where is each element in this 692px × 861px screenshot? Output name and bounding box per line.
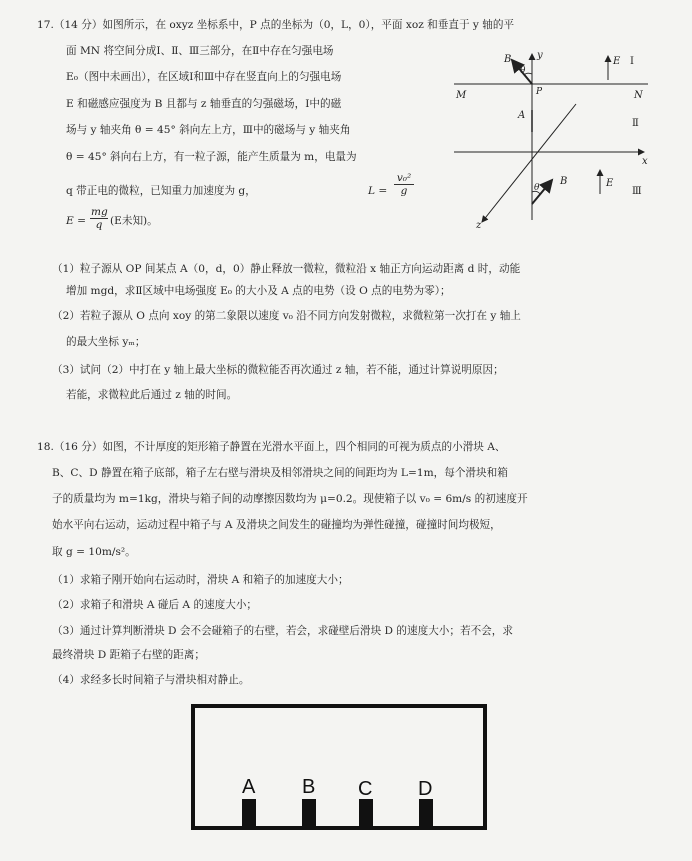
q18-blocks xyxy=(242,776,433,827)
q18-line-2: B、C、D 静置在箱子底部，箱子左右壁与滑块及相邻滑块之间的间距均为 L=1m，每个滑块和箱 xyxy=(52,467,508,479)
q18-line-5: 取 g = 10m/s²。 xyxy=(52,546,136,558)
q18-line-1: 18.（16 分）如图，不计厚度的矩形箱子静置在光滑水平面上，四个相同的可视为质点的小滑块 A、 xyxy=(37,441,506,453)
q17-line-4: E 和磁感应强度为 B 且都与 z 轴垂直的匀强磁场，Ⅰ中的磁 xyxy=(66,98,342,110)
q17-L-prefix: L = xyxy=(368,185,388,197)
q18-block-label-d: D xyxy=(418,778,433,800)
q17-label-p: P xyxy=(536,87,543,97)
q18-block-c xyxy=(359,799,373,827)
q17-L-numerator: v₀² xyxy=(394,172,414,185)
q17-E-denominator: q xyxy=(95,219,103,231)
q17-label-n: N xyxy=(634,90,643,101)
q17-line-2: 面 MN 将空间分成Ⅰ、Ⅱ、Ⅲ三部分，在Ⅱ中存在匀强电场 xyxy=(66,45,334,57)
q17-label-b-bottom: B xyxy=(560,176,568,187)
q17-label-m: M xyxy=(456,90,467,101)
q18-sub-4: （4）求经多长时间箱子与滑块相对静止。 xyxy=(52,674,250,686)
q17-label-region-1: Ⅰ xyxy=(630,56,634,67)
q17-E-fraction xyxy=(90,206,108,231)
q17-label-x: x xyxy=(642,156,648,167)
q17-label-y: y xyxy=(537,50,543,61)
q17-L-denominator: g xyxy=(400,185,408,197)
q17-label-region-2: Ⅱ xyxy=(632,118,639,129)
q18-line-4: 始水平向右运动，运动过程中箱子与 A 及滑块之间发生的碰撞均为弹性碰撞，碰撞时间均极短， xyxy=(52,519,501,531)
q17-E-suffix: (E未知)。 xyxy=(110,215,158,227)
q18-sub-3b: 最终滑块 D 距箱子右壁的距离； xyxy=(52,649,205,661)
q17-E-numerator: mg xyxy=(91,206,108,218)
q18-block-label-c: C xyxy=(358,778,373,800)
q18-sub-2: （2）求箱子和滑块 A 碰后 A 的速度大小； xyxy=(52,599,258,611)
q17-sub-1a: （1）粒子源从 OP 间某点 A（0，d，0）静止释放一微粒，微粒沿 x 轴正方向运动距离 d 时，动能 xyxy=(52,263,521,275)
q17-sub-3b: 若能，求微粒此后通过 z 轴的时间。 xyxy=(66,389,238,401)
q17-label-region-3: Ⅲ xyxy=(632,186,642,197)
q18-block-label-a: A xyxy=(242,776,256,798)
q17-label-e-top: E xyxy=(613,56,621,67)
q17-sub-2b: 的最大坐标 yₘ； xyxy=(66,336,146,348)
q17-line-5: 场与 y 轴夹角 θ = 45° 斜向左上方，Ⅲ中的磁场与 y 轴夹角 xyxy=(66,124,351,136)
q18-sub-3a: （3）通过计算判断滑块 D 会不会碰箱子的右壁，若会，求碰壁后滑块 D 的速度大小；若不会，求 xyxy=(52,625,513,637)
q17-label-e-bottom: E xyxy=(606,178,614,189)
q17-label-theta-top: θ xyxy=(520,66,526,76)
q17-line-7: q 带正电的微粒，已知重力加速度为 g， xyxy=(66,185,256,197)
q18-box xyxy=(193,706,485,828)
q18-block-d xyxy=(419,799,433,827)
q17-label-theta-bottom: θ xyxy=(534,183,540,193)
q18-block-b xyxy=(302,799,316,827)
q18-block-label-b: B xyxy=(302,776,316,798)
q17-label-b-top: B xyxy=(504,54,512,65)
q17-E-prefix: E = xyxy=(66,215,86,227)
q17-line-1: 17.（14 分）如图所示，在 oxyz 坐标系中，P 点的坐标为（0，L，0），平面 xoz 和垂直于 y 轴的平 xyxy=(37,19,515,31)
q18-sub-1: （1）求箱子刚开始向右运动时，滑块 A 和箱子的加速度大小； xyxy=(52,574,349,586)
q18-block-a xyxy=(242,799,256,827)
q17-label-z: z xyxy=(476,220,482,231)
q17-sub-1b: 增加 mgd，求Ⅱ区域中电场强度 E₀ 的大小及 A 点的电势（设 O 点的电势为零）； xyxy=(66,285,451,297)
q17-sub-3a: （3）试问（2）中打在 y 轴上最大坐标的微粒能否再次通过 z 轴，若不能，通过计算说明原因； xyxy=(52,364,504,376)
q17-z-axis xyxy=(482,104,576,222)
q17-line-6: θ = 45° 斜向右上方，有一粒子源，能产生质量为 m，电量为 xyxy=(66,151,357,163)
q17-sub-2a: （2）若粒子源从 O 点向 xoy 的第二象限以速度 v₀ 沿不同方向发射微粒，求微粒第一次打在 y 轴上 xyxy=(52,310,521,322)
q18-line-3: 子的质量均为 m=1kg，滑块与箱子间的动摩擦因数均为 μ=0.2。现使箱子以 v₀ = 6m/s 的初速度开 xyxy=(52,493,528,505)
q17-L-fraction xyxy=(394,172,414,197)
q17-line-3: E₀（图中未画出），在区域Ⅰ和Ⅲ中存在竖直向上的匀强电场 xyxy=(66,71,342,83)
q17-label-a: A xyxy=(518,110,526,121)
q17-figure xyxy=(448,44,658,232)
q18-box-figure xyxy=(190,703,490,831)
